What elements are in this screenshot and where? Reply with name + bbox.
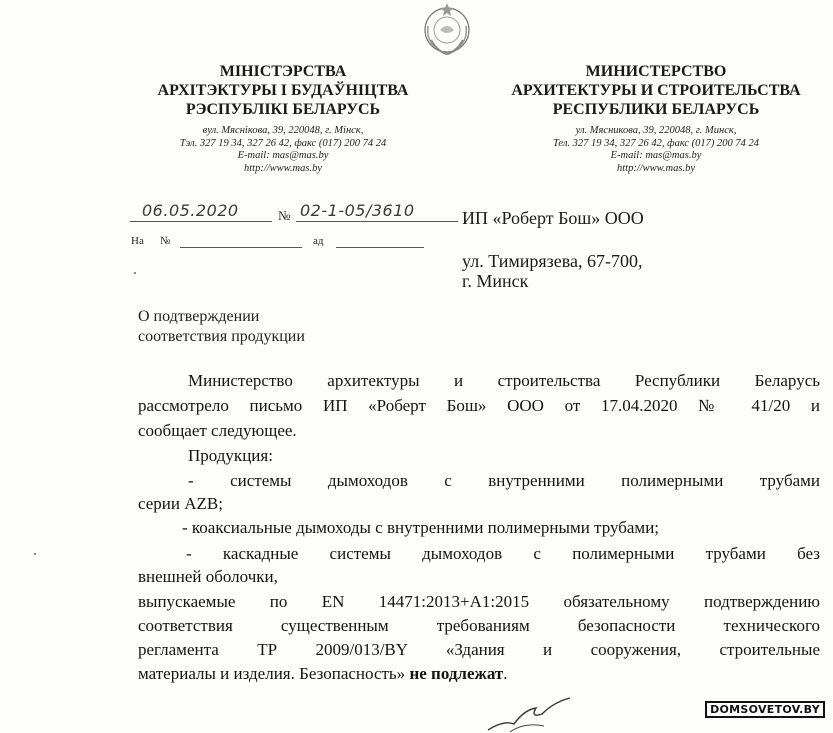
address-by-3: E-mail: mas@mas.by <box>237 150 329 161</box>
item1-line1: - системы дымоходов с внутренними полимерными трубами <box>188 471 820 490</box>
conclusion-line4-text: материалы и изделия. Безопасность» <box>138 664 406 683</box>
not-subject-emphasis: не подлежат <box>409 664 504 683</box>
recipient-name: ИП «Роберт Бош» ООО <box>462 208 644 228</box>
reply-date-underline <box>336 247 424 248</box>
state-emblem-icon <box>418 0 476 58</box>
reply-to-number-sign: № <box>160 235 171 247</box>
number-underline <box>296 221 458 222</box>
conclusion-period: . <box>503 664 508 683</box>
reply-number-underline <box>180 247 302 248</box>
subject-line-2: соответствия продукции <box>138 328 305 345</box>
address-ru-2: Тел. 327 19 34, 327 26 42, факс (017) 200 74 24 <box>552 137 760 149</box>
address-by-4: http://www.mas.by <box>244 162 322 174</box>
products-label: Продукция: <box>188 446 273 465</box>
site-watermark: DOMSOVETOV.BY <box>705 701 825 718</box>
conclusion-line4 <box>138 664 508 684</box>
body-p1-line2: рассмотрело письмо ИП «Роберт Бош» ООО от 17.04.2020 № 41/20 и <box>138 396 820 415</box>
body-p1-line3: сообщает следующее. <box>138 421 297 440</box>
item3-line1: - каскадные системы дымоходов с полимерными трубами без <box>186 544 820 563</box>
conclusion-line1: выпускаемые по EN 14471:2013+A1:2015 обязательному подтверждению <box>138 592 820 611</box>
address-ru-1: ул. Мясникова, 39, 220048, г. Минск, <box>575 125 737 136</box>
address-ru-4: http://www.mas.by <box>617 162 695 174</box>
subject-line-1: О подтверждении <box>138 308 260 325</box>
letter-number: 02-1-05/3610 <box>300 201 415 220</box>
ministry-title-ru-3: РЕСПУБЛИКИ БЕЛАРУСЬ <box>552 101 760 118</box>
reply-from-label: ад <box>313 235 324 247</box>
header-belarusian <box>118 62 448 175</box>
item1-line2: серии AZB; <box>138 494 223 513</box>
ministry-title-by-2: АРХІТЭКТУРЫ І БУДАЎНІЦТВА <box>157 82 409 99</box>
ministry-title-ru-2: АРХИТЕКТУРЫ И СТРОИТЕЛЬСТВА <box>511 82 801 99</box>
conclusion-line2: соответствия существенным требованиям безопасности технического <box>138 616 820 635</box>
scan-dot <box>134 272 136 274</box>
reply-to-label: На <box>131 235 144 247</box>
item2: - коаксиальные дымоходы с внутренними полимерными трубами; <box>182 518 660 537</box>
address-by-2: Тэл. 327 19 34, 327 26 42, факс (017) 200 74 24 <box>179 137 387 149</box>
letter-date: 06.05.2020 <box>142 201 239 220</box>
recipient-address-1: ул. Тимирязева, 67-700, <box>462 251 643 271</box>
signature-icon <box>484 696 574 733</box>
address-ru-3: E-mail: mas@mas.by <box>610 150 702 161</box>
ministry-title-ru-1: МИНИСТЕРСТВО <box>585 63 727 80</box>
conclusion-line3: регламента ТР 2009/013/BY «Здания и сооружения, строительные <box>138 640 820 659</box>
item3-line2: внешней оболочки, <box>138 567 278 586</box>
recipient-address-2: г. Минск <box>462 271 529 291</box>
ministry-title-by-3: РЭСПУБЛІКІ БЕЛАРУСЬ <box>185 101 381 118</box>
address-by-1: вул. Мяснікова, 39, 220048, г. Мінск, <box>202 125 364 136</box>
number-sign: № <box>278 208 291 223</box>
header-russian <box>470 62 833 175</box>
body-p1-line1: Министерство архитектуры и строительства Республики Беларусь <box>188 371 820 390</box>
date-underline <box>130 221 272 222</box>
ministry-title-by-1: МІНІСТЭРСТВА <box>219 63 347 80</box>
scan-dot <box>34 553 36 555</box>
